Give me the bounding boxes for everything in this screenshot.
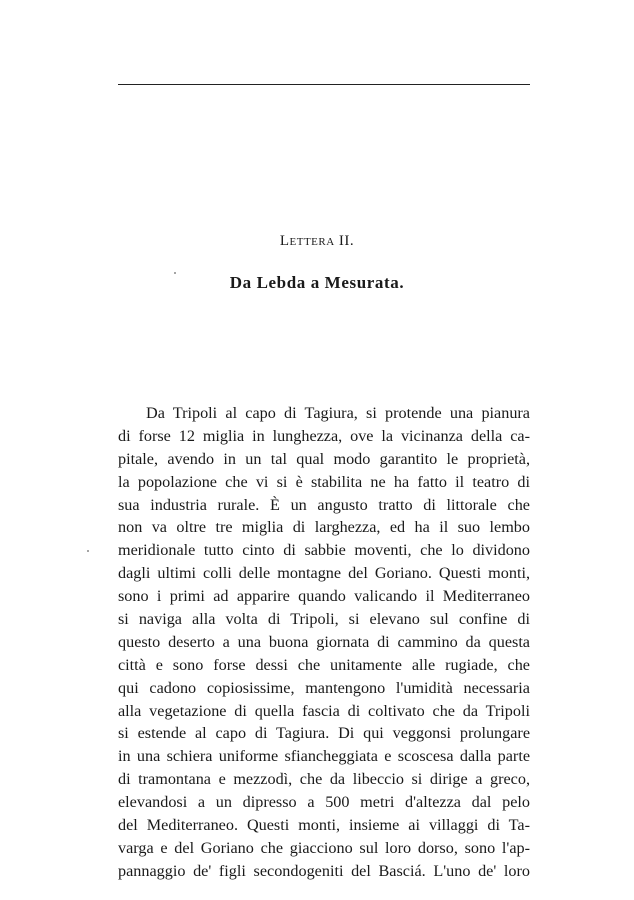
text-line: del Mediterraneo. Questi monti, insieme ai villaggi di Ta- xyxy=(118,816,530,835)
text-line: di tramontana e mezzodì, che da libeccio si dirige a greco, xyxy=(118,770,530,789)
text-line: qui cadono copiosissime, mantengono l'umidità necessaria xyxy=(118,678,530,697)
text-line: pitale, avendo in un tal qual modo garantito le proprietà, xyxy=(118,449,530,468)
text-line: Da Tripoli al capo di Tagiura, si protende una pianura xyxy=(146,404,530,422)
text-line: dagli ultimi colli delle montagne del Goriano. Questi monti, xyxy=(118,564,530,583)
text-line: si naviga alla volta di Tripoli, si elevano sul confine di xyxy=(118,610,530,629)
text-line: varga e del Goriano che giacciono sul loro dorso, sono l'ap- xyxy=(118,838,530,857)
text-line: la popolazione che vi si è stabilita ne ha fatto il teatro di xyxy=(118,472,530,491)
text-line: questo deserto a una buona giornata di cammino da questa xyxy=(118,632,530,651)
text-line: di forse 12 miglia in lunghezza, ove la vicinanza della ca- xyxy=(118,426,530,445)
text-line: non va oltre tre miglia di larghezza, ed ha il suo lembo xyxy=(118,518,530,537)
text-line: elevandosi a un dipresso a 500 metri d'altezza dal pelo xyxy=(118,793,530,812)
text-line: città e sono forse dessi che unitamente alle rugiade, che xyxy=(118,655,530,674)
letter-heading: Lettera II. xyxy=(279,233,355,249)
chapter-title: Da Lebda a Mesurata. xyxy=(229,273,405,292)
body-paragraph xyxy=(118,402,530,883)
text-line: sono i primi ad apparire quando valicando il Mediterraneo xyxy=(118,587,530,606)
text-line: sua industria rurale. È un angusto tratto di littorale che xyxy=(118,495,530,514)
text-line: alla vegetazione di quella fascia di coltivato che da Tripoli xyxy=(118,701,530,720)
text-line: pannaggio de' figli secondogeniti del Basciá. L'uno de' loro xyxy=(118,861,530,880)
top-rule xyxy=(118,84,530,85)
paper-speck xyxy=(87,550,89,552)
text-line: si estende al capo di Tagiura. Di qui veggonsi prolungare xyxy=(118,724,530,743)
text-line: meridionale tutto cinto di sabbie moventi, che lo dividono xyxy=(118,541,530,560)
text-line: in una schiera uniforme sfiancheggiata e scoscesa dalla parte xyxy=(118,747,530,766)
